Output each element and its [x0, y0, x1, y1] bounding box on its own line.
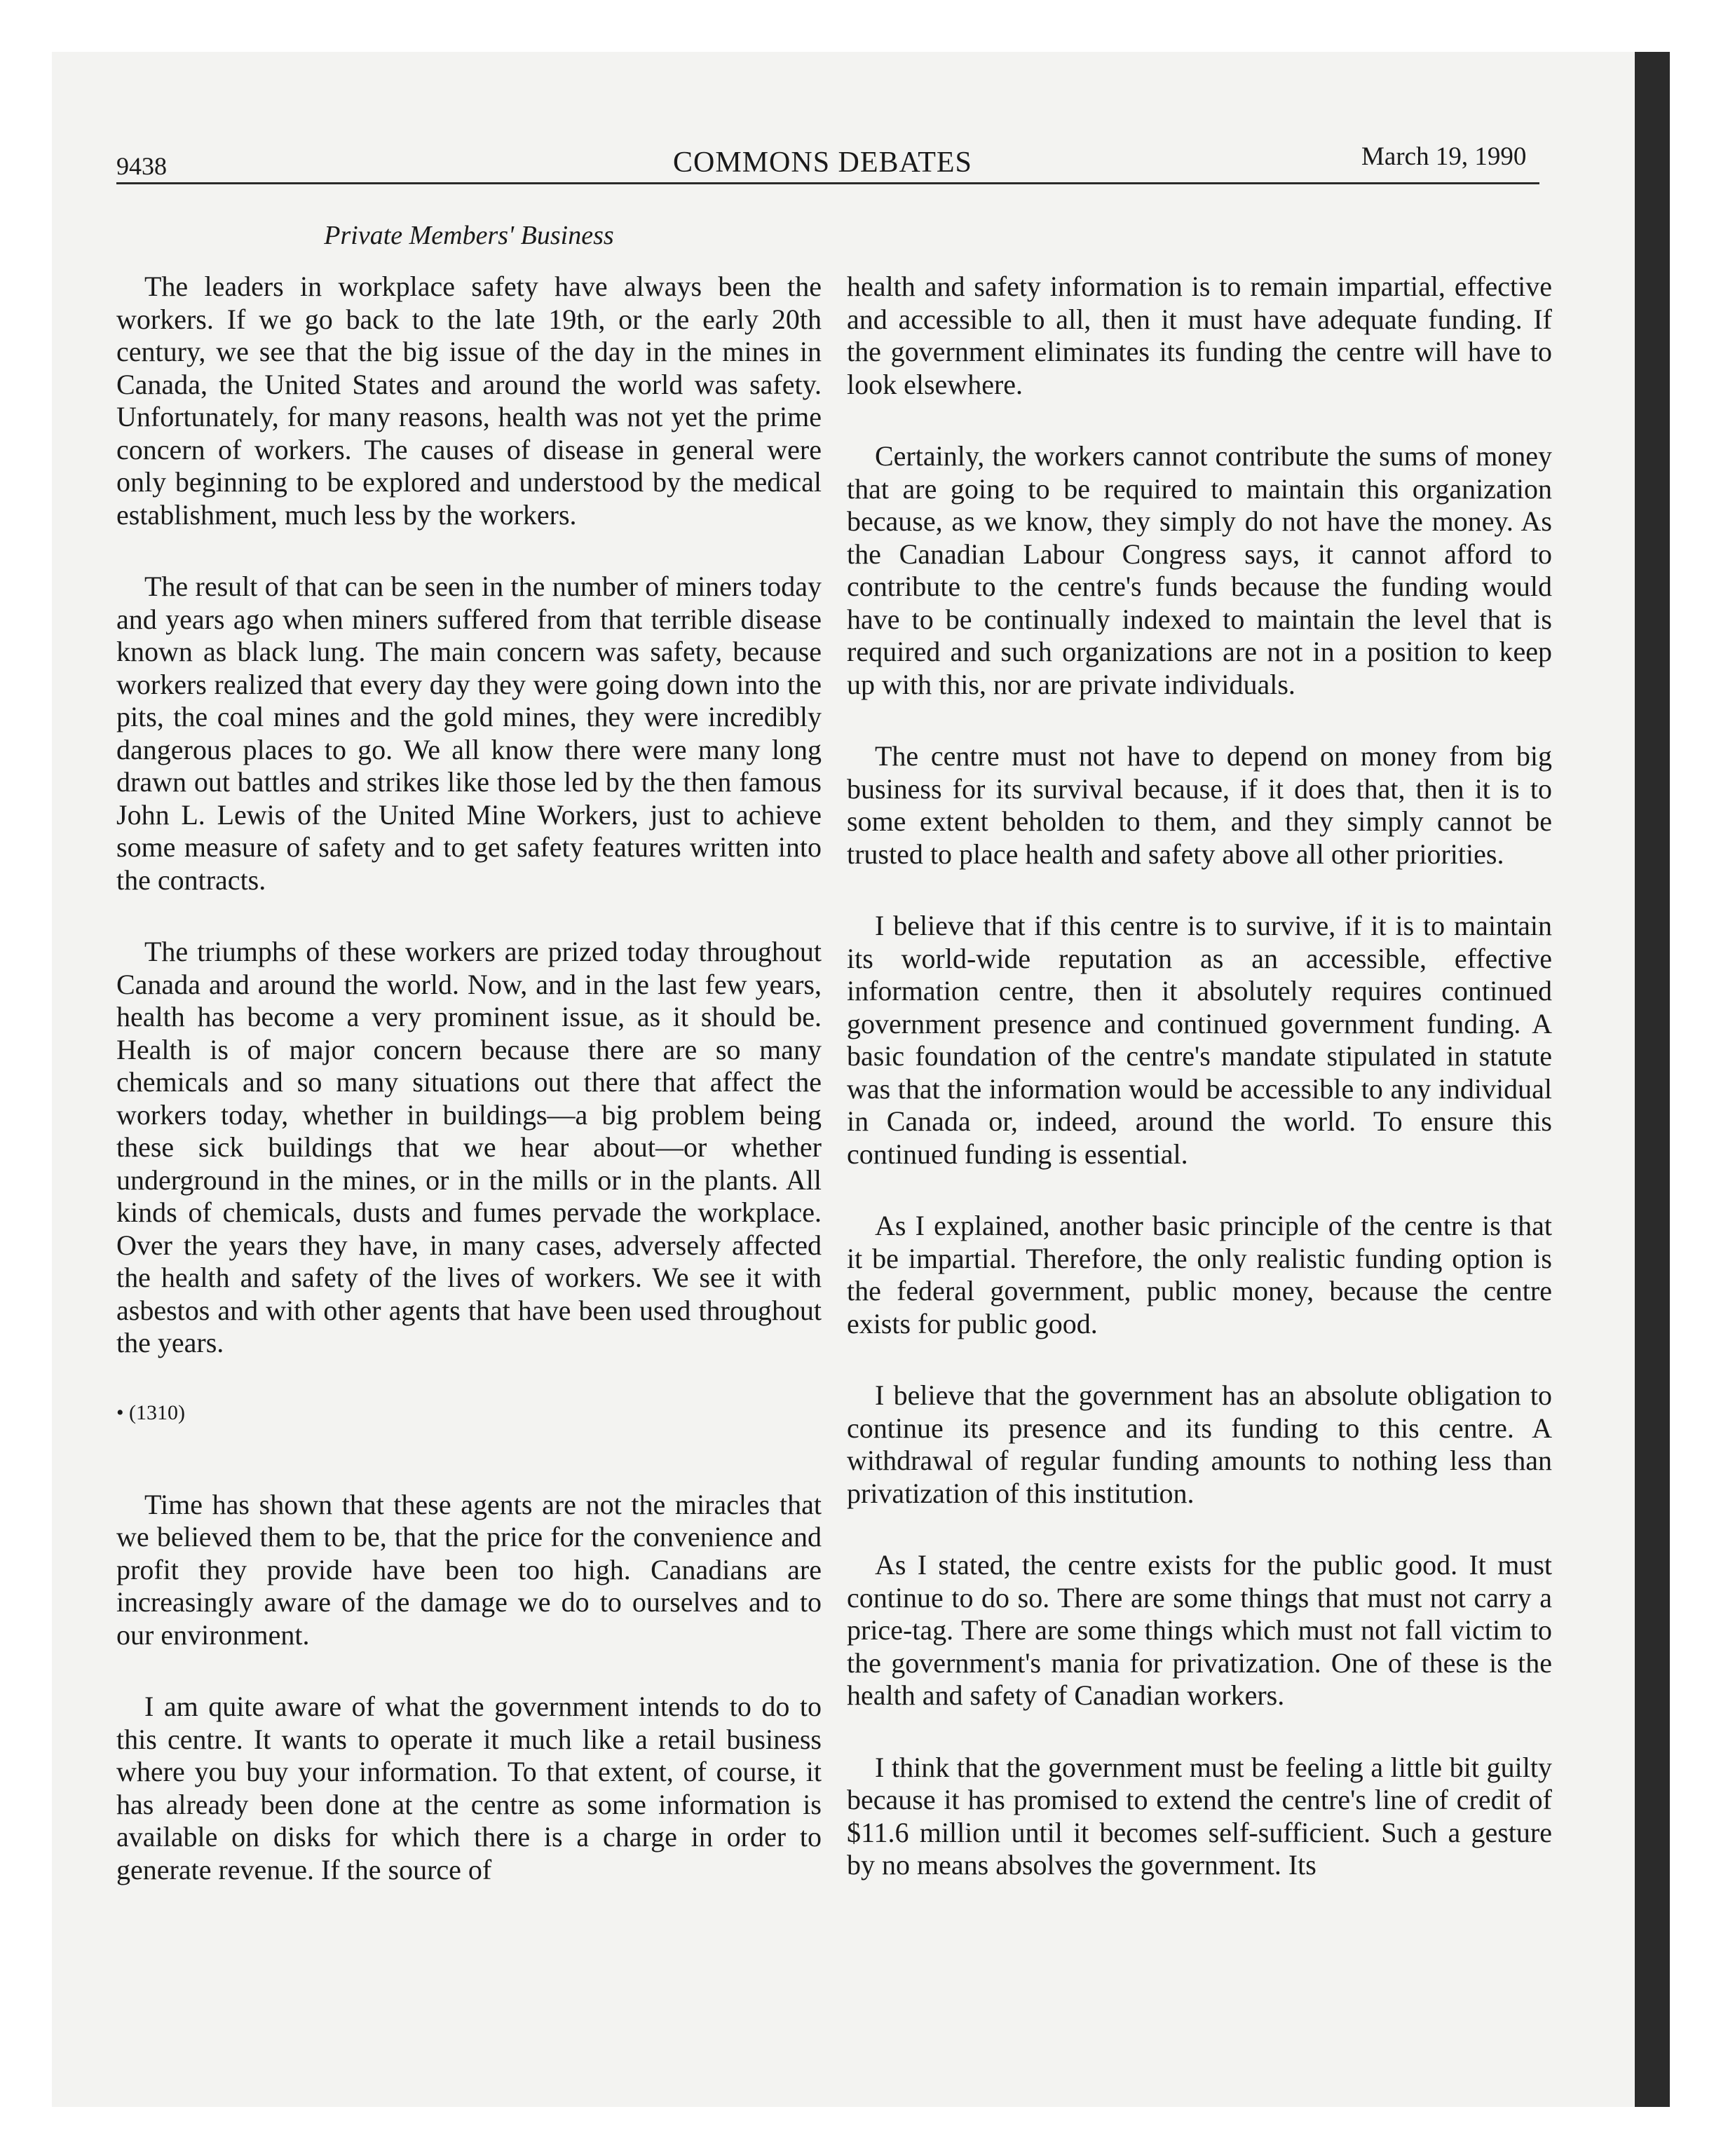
paragraph: I believe that the government has an absolute obligation to continue its presence and its funding to this centre. A withdrawal of regular funding amounts to nothing less than privatization of this institution.: [847, 1379, 1552, 1509]
page-date: March 19, 1990: [1361, 142, 1527, 171]
header-rule: [116, 182, 1539, 184]
time-marker: • (1310): [116, 1400, 185, 1424]
paragraph: The triumphs of these workers are prized today throughout Canada and around the world. Now, and in the last few years, health has become a very prominent issue, as it should be. Health is of major concern because there are so many chemicals and so many situations out there that affect the workers today, whether in buildings—a big problem being these sick buildings that we hear about—or whether underground in the mines, or in the mills or in the plants. All kinds of chemicals, dusts and fumes pervade the workplace. Over the years they have, in many cases, adversely affected the health and safety of the lives of workers. We see it with asbestos and with other agents that have been used throughout the years.: [116, 936, 822, 1358]
scan-edge-shadow: [1635, 52, 1670, 2107]
paragraph: The result of that can be seen in the number of miners today and years ago when miners suffered from that terrible disease known as black lung. The main concern was safety, because workers realized that every day they were going down into the pits, the coal mines and the gold mines, they were incredibly dangerous places to go. We all know there were many long drawn out battles and strikes like those led by the then famous John L. Lewis of the United Mine Workers, just to achieve some measure of safety and to get safety features written into the contracts.: [116, 571, 822, 896]
journal-title: COMMONS DEBATES: [673, 146, 972, 179]
paragraph: I think that the government must be feeling a little bit guilty because it has promised to extend the centre's line of credit of $11.6 million until it becomes self-sufficient. Such a gesture by no means absolves the government. Its: [847, 1751, 1552, 1881]
page-number: 9438: [116, 152, 167, 180]
paragraph: I am quite aware of what the government intends to do to this centre. It wants to operate it much like a retail business where you buy your information. To that extent, of course, it has already been done at the centre as some information is available on disks for which there is a charge in order to generate revenue. If the source of: [116, 1691, 822, 1885]
left-column: [116, 271, 822, 1925]
paragraph: As I explained, another basic principle of the centre is that it be impartial. Therefore, the only realistic funding option is the federal government, public money, because the centre exists for public good.: [847, 1210, 1552, 1339]
paragraph: As I stated, the centre exists for the public good. It must continue to do so. There are some things that must not carry a price-tag. There are some things which must not fall victim to the government's mania for privatization. One of these is the health and safety of Canadian workers.: [847, 1549, 1552, 1711]
paragraph: Time has shown that these agents are not the miracles that we believed them to be, that the price for the convenience and profit they provide have been too high. Canadians are increasingly aware of the damage we do to ourselves and to our environment.: [116, 1488, 822, 1651]
paragraph-continued: health and safety information is to remain impartial, effective and accessible to all, then it must have adequate funding. If the government eliminates its funding the centre will have to look elsewhere.: [847, 271, 1552, 400]
paragraph: The leaders in workplace safety have always been the workers. If we go back to the late 19th, or the early 20th century, we see that the big issue of the day in the mines in Canada, the United States and around the world was safety. Unfortunately, for many reasons, health was not yet the prime concern of workers. The causes of disease in general were only beginning to be explored and understood by the medical establishment, much less by the workers.: [116, 271, 822, 531]
paragraph: Certainly, the workers cannot contribute the sums of money that are going to be required to maintain this organization because, as we know, they simply do not have the money. As the Canadian Labour Congress says, it cannot afford to contribute to the centre's funds because the funding would have to be continually indexed to maintain the level that is required and such organizations are not in a position to keep up with this, nor are private individuals.: [847, 440, 1552, 700]
paragraph: The centre must not have to depend on money from big business for its survival because, if it does that, then it is to some extent beholden to them, and they simply cannot be trusted to place health and safety above all other priorities.: [847, 740, 1552, 870]
section-title: Private Members' Business: [324, 221, 614, 250]
paragraph: I believe that if this centre is to survive, if it is to maintain its world-wide reputation as an accessible, effective information centre, then it absolutely requires continued government presence and continued government funding. A basic foundation of the centre's mandate stipulated in statute was that the information would be accessible to any individual in Canada or, indeed, around the world. To ensure this continued funding is essential.: [847, 910, 1552, 1170]
right-column: [847, 271, 1552, 1921]
